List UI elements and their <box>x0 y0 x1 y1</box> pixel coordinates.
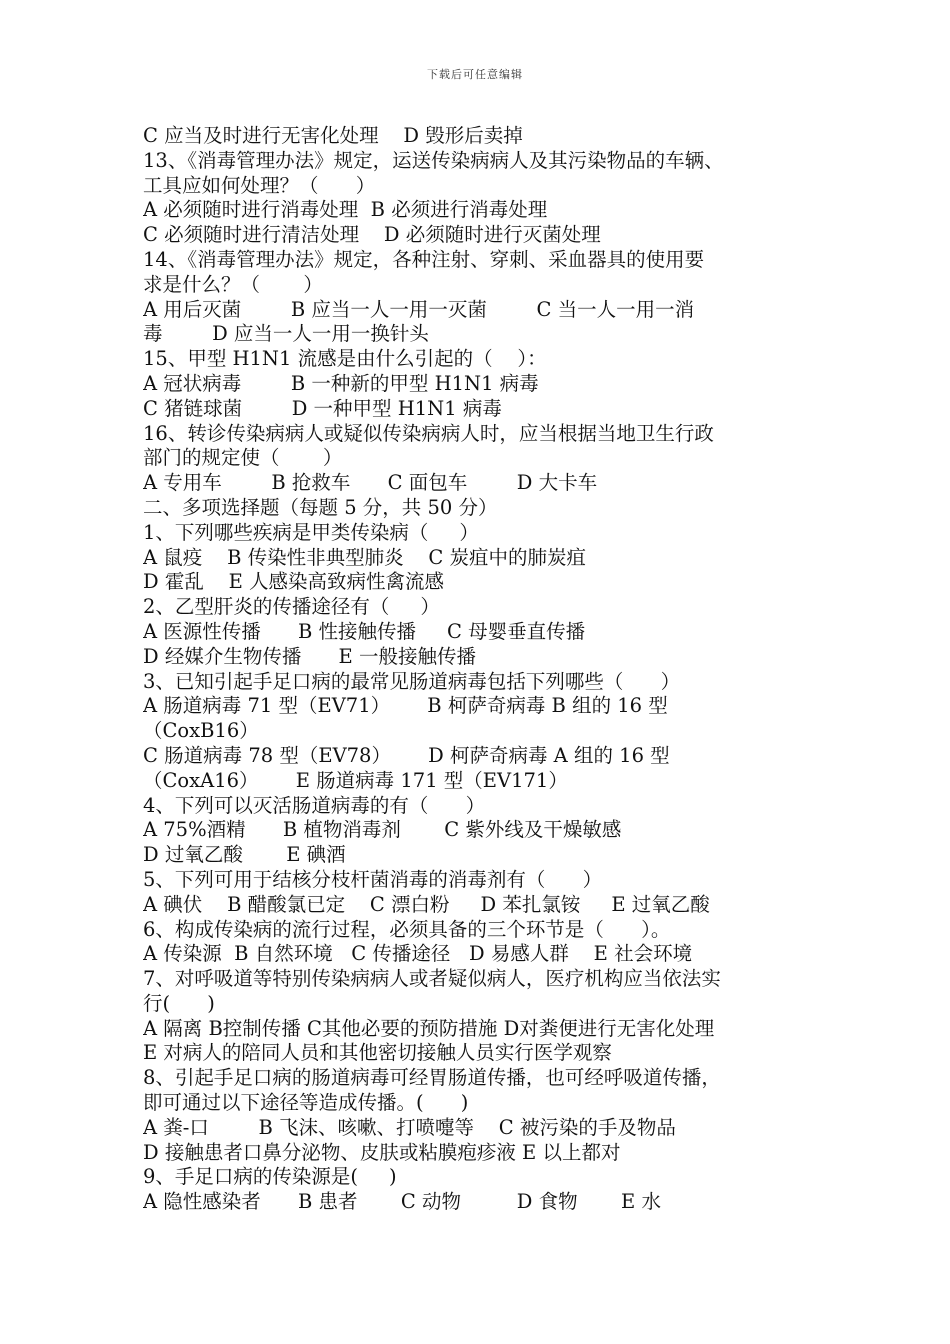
text-line: 16、转诊传染病病人或疑似传染病病人时，应当根据当地卫生行政 <box>143 421 714 445</box>
document-body <box>143 124 823 1215</box>
text-line: 毒 D 应当一人一用一换针头 <box>143 322 429 346</box>
text-line: 3、已知引起手足口病的最常见肠道病毒包括下列哪些（ ） <box>143 669 681 693</box>
text-line: A 冠状病毒 B 一种新的甲型 H1N1 病毒 <box>143 371 539 395</box>
text-line: 5、下列可用于结核分枝杆菌消毒的消毒剂有（ ） <box>143 867 603 891</box>
text-line: 2、乙型肝炎的传播途径有（ ） <box>143 595 440 619</box>
text-line: E 对病人的陪同人员和其他密切接触人员实行医学观察 <box>143 1041 612 1065</box>
text-line: A 医源性传播 B 性接触传播 C 母婴垂直传播 <box>143 619 586 643</box>
text-line: 6、构成传染病的流行过程，必须具备的三个环节是（ ）。 <box>143 917 671 941</box>
text-line: A 传染源 B 自然环境 C 传播途径 D 易感人群 E 社会环境 <box>143 942 693 966</box>
text-line: 13、《消毒管理办法》规定，运送传染病病人及其污染物品的车辆、 <box>143 148 724 172</box>
text-line: A 粪-口 B 飞沫、咳嗽、打喷嚏等 C 被污染的手及物品 <box>143 1115 676 1139</box>
text-line: 9、手足口病的传染源是( ) <box>143 1165 397 1189</box>
text-line: 1、下列哪些疾病是甲类传染病（ ） <box>143 520 479 544</box>
text-line: 二、多项选择题（每题 5 分，共 50 分） <box>143 495 498 519</box>
page-header: 下载后可任意编辑 <box>427 68 523 81</box>
text-line: C 应当及时进行无害化处理 D 毁形后卖掉 <box>143 124 523 147</box>
text-line: A 75%酒精 B 植物消毒剂 C 紫外线及干燥敏感 <box>143 818 622 842</box>
text-line: 15、甲型 H1N1 流感是由什么引起的（ ）： <box>143 347 547 371</box>
text-line: A 鼠疫 B 传染性非典型肺炎 C 炭疽中的肺炭疽 <box>143 545 587 569</box>
text-line: D 过氧乙酸 E 碘酒 <box>143 843 346 867</box>
text-line: A 专用车 B 抢救车 C 面包车 D 大卡车 <box>143 471 598 495</box>
text-line: D 霍乱 E 人感染高致病性禽流感 <box>143 570 445 594</box>
text-line: A 必须随时进行消毒处理 B 必须进行消毒处理 <box>143 198 548 222</box>
text-line: 部门的规定使（ ） <box>143 446 343 470</box>
text-line: 7、对呼吸道等特别传染病病人或者疑似病人，医疗机构应当依法实 <box>143 967 721 991</box>
text-line: A 用后灭菌 B 应当一人一用一灭菌 C 当一人一用一消 <box>143 297 695 321</box>
text-line: 4、下列可以灭活肠道病毒的有（ ） <box>143 793 486 817</box>
text-line: C 必须随时进行清洁处理 D 必须随时进行灭菌处理 <box>143 223 601 247</box>
text-line: 即可通过以下途径等造成传播。( ) <box>143 1091 469 1115</box>
text-line: A 隔离 B控制传播 C其他必要的预防措施 D对粪便进行无害化处理 <box>143 1016 715 1040</box>
text-line: D 经媒介生物传播 E 一般接触传播 <box>143 644 476 668</box>
text-line: D 接触患者口鼻分泌物、皮肤或粘膜疱疹液 E 以上都对 <box>143 1140 621 1164</box>
text-line: A 隐性感染者 B 患者 C 动物 D 食物 E 水 <box>143 1190 661 1214</box>
text-line: 工具应如何处理？（ ） <box>143 173 376 197</box>
text-line: 求是什么？（ ） <box>143 272 323 296</box>
text-line: C 猪链球菌 D 一种甲型 H1N1 病毒 <box>143 396 502 420</box>
text-line: 14、《消毒管理办法》规定，各种注射、穿刺、采血器具的使用要 <box>143 247 705 271</box>
text-line: （CoxA16） E 肠道病毒 171 型（EV171） <box>143 768 568 792</box>
text-line: 行( ) <box>143 991 215 1015</box>
text-line: A 碘伏 B 醋酸氯已定 C 漂白粉 D 苯扎氯铵 E 过氧乙酸 <box>143 892 710 916</box>
text-line: C 肠道病毒 78 型（EV78） D 柯萨奇病毒 A 组的 16 型 <box>143 743 670 767</box>
text-line: （CoxB16） <box>143 719 259 743</box>
text-line: 8、引起手足口病的肠道病毒可经胃肠道传播，也可经呼吸道传播， <box>143 1066 721 1090</box>
text-line: A 肠道病毒 71 型（EV71） B 柯萨奇病毒 B 组的 16 型 <box>143 694 668 718</box>
